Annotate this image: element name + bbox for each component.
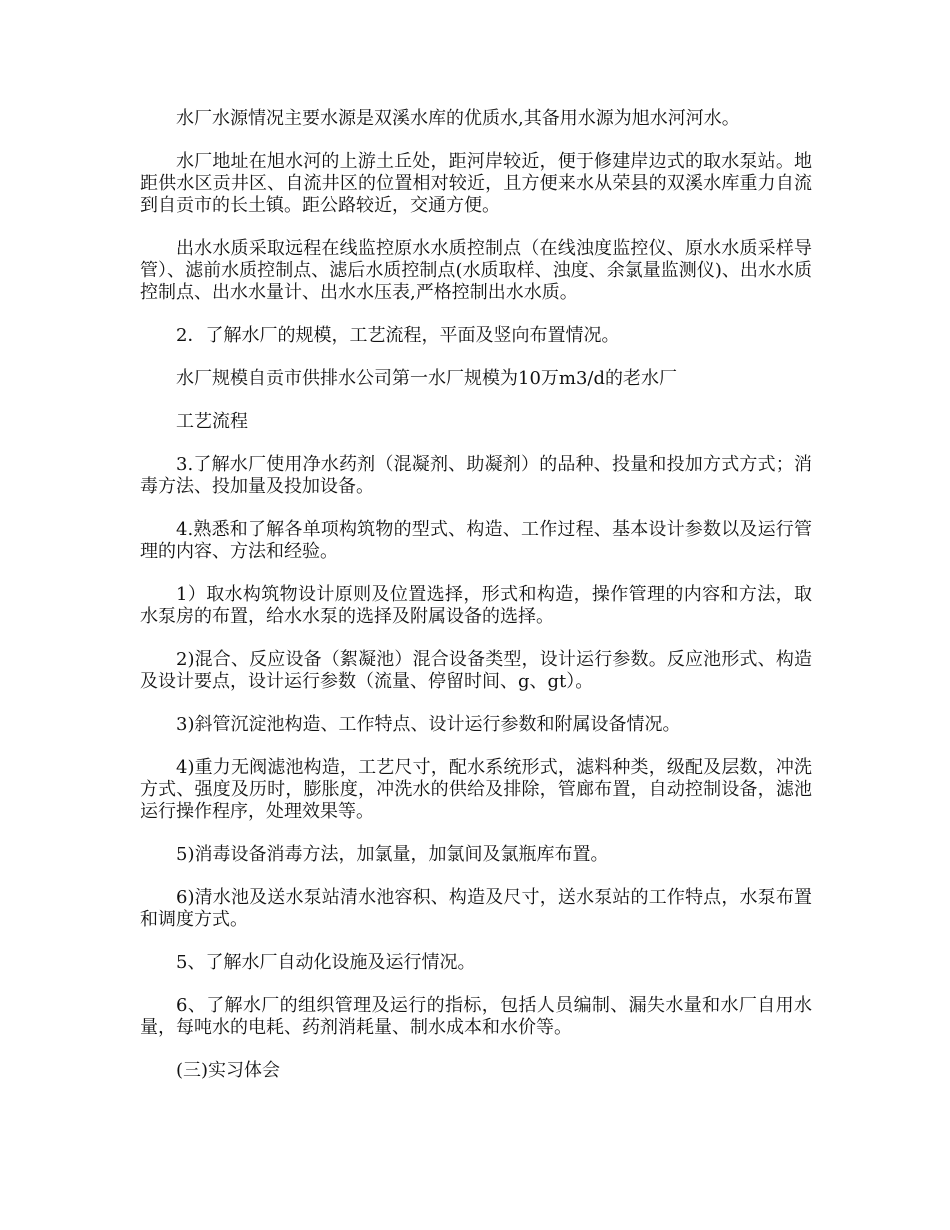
paragraph-item-5-disinfection: 5)消毒设备消毒方法，加氯量，加氯间及氯瓶库布置。 [176, 844, 609, 865]
paragraph-item-6-clear-water: 6)清水池及送水泵站清水池容积、构造及尺寸，送水泵站的工作特点，水泵布置和调度方式。 [140, 887, 812, 930]
paragraph-item-2-mixing: 2)混合、反应设备（絮凝池）混合设备类型，设计运行参数。反应池形式、构造及设计要点，设计运行参数（流量、停留时间、g、gt）。 [140, 649, 812, 692]
paragraph-item-4-filtration: 4)重力无阀滤池构造，工艺尺寸，配水系统形式，滤料种类，级配及层数，冲洗方式、强度及历时，膨胀度，冲洗水的供给及排除，管廊布置，自动控制设备，滤池运行操作程序，处理效果等。 [140, 757, 812, 822]
paragraph-process-flow: 工艺流程 [176, 411, 248, 432]
paragraph-section-6-management: 6、了解水厂的组织管理及运行的指标，包括人员编制、漏失水量和水厂自用水量，每吨水的电耗、药剂消耗量、制水成本和水价等。 [140, 995, 812, 1038]
document-body [140, 108, 812, 1082]
paragraph-section-4-structures: 4.熟悉和了解各单项构筑物的型式、构造、工作过程、基本设计参数以及运行管理的内容、方法和经验。 [140, 519, 812, 562]
paragraph-plant-location: 水厂地址在旭水河的上游土丘处，距河岸较近，便于修建岸边式的取水泵站。地距供水区贡井区、自流井区的位置相对较近，且方便来水从荣县的双溪水库重力自流到自贡市的长土镇。距公路较近，交通方便。 [140, 151, 812, 216]
paragraph-item-3-sedimentation: 3)斜管沉淀池构造、工作特点、设计运行参数和附属设备情况。 [176, 714, 681, 735]
paragraph-section-5-automation: 5、了解水厂自动化设施及运行情况。 [176, 952, 476, 973]
paragraph-water-source: 水厂水源情况主要水源是双溪水库的优质水,其备用水源为旭水河河水。 [176, 108, 740, 129]
paragraph-section-2-heading: 2．了解水厂的规模，工艺流程，平面及竖向布置情况。 [176, 325, 620, 346]
paragraph-section-3-reflection-heading: (三)实习体会 [176, 1060, 281, 1081]
paragraph-plant-scale: 水厂规模自贡市供排水公司第一水厂规模为10万m3/d的老水厂 [176, 368, 678, 389]
paragraph-water-quality-control: 出水水质采取远程在线监控原水水质控制点（在线浊度监控仪、原水水质采样导管）、滤前水质控制点、滤后水质控制点(水质取样、浊度、余氯量监测仪)、出水水质控制点、出水水量计、出水水压表,严格控制出水水质。 [140, 238, 812, 303]
paragraph-section-3-chemicals: 3.了解水厂使用净水药剂（混凝剂、助凝剂）的品种、投量和投加方式方式；消毒方法、投加量及投加设备。 [140, 454, 812, 497]
paragraph-item-1-intake: 1）取水构筑物设计原则及位置选择，形式和构造，操作管理的内容和方法，取水泵房的布置，给水水泵的选择及附属设备的选择。 [140, 584, 812, 627]
